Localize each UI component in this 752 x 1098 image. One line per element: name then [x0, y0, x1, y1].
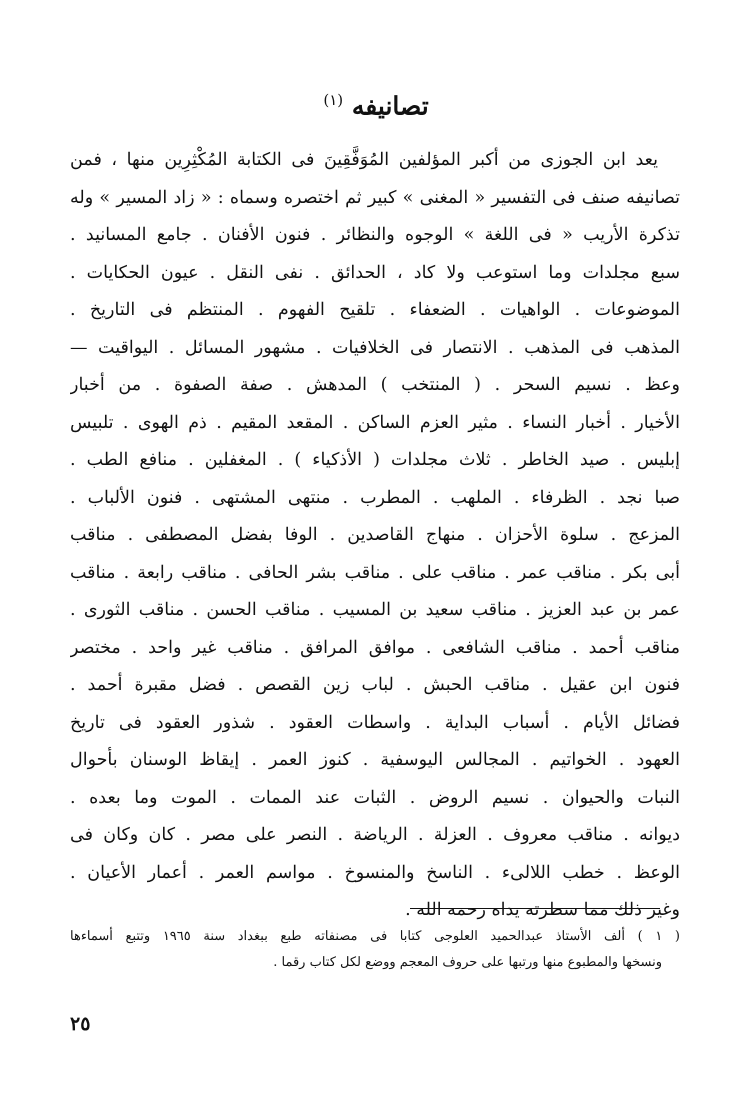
text-line: ديوانه . مناقب معروف . العزلة . الرياضة . النصر على مصر . كان وكان فى: [70, 825, 680, 845]
text-line: صبا نجد . الظرفاء . الملهب . المطرب . منتهى المشتهى . فنون الألباب .: [70, 487, 680, 508]
text-line: تذكرة الأريب « فى اللغة » الوجوه والنظائر . فنون الأفنان . جامع المسانيد .: [70, 225, 680, 245]
text-line: سبع مجلدات وما استوعب ولا كاد ، الحدائق . نفى النقل . عيون الحكايات .: [70, 262, 680, 283]
text-line: إبليس . صيد الخاطر . ثلاث مجلدات ( الأذكياء ) . المغفلين . منافع الطب .: [70, 450, 680, 470]
text-line: النبات والحيوان . نسيم الروض . الثبات عند الممات . الموت وما بعده .: [70, 787, 680, 808]
text-line: الموضوعات . الواهيات . الضعفاء . تلقيح الفهوم . المنتظم فى التاريخ .: [70, 300, 680, 320]
text-line: وغير ذلك مما سطرته يداه رحمه الله .: [405, 900, 680, 920]
main-text: [70, 142, 680, 930]
text-line: المزعج . سلوة الأحزان . منهاج القاصدين . الوفا بفضل المصطفى . مناقب: [70, 525, 680, 545]
text-line: فضائل الأيام . أسباب البداية . واسطات العقود . شذور العقود فى تاريخ: [70, 712, 680, 733]
text-line: عمر بن عبد العزيز . مناقب سعيد بن المسيب . مناقب الحسن . مناقب الثورى .: [70, 600, 680, 620]
text-line: وعظ . نسيم السحر . ( المنتخب ) المدهش . صفة الصفوة . من أخبار: [70, 375, 680, 395]
text-line: الأخيار . أخبار النساء . مثير العزم الساكن . المقعد المقيم . ذم الهوى . تلبيس: [70, 412, 680, 433]
page-number: ٢٥: [70, 1013, 91, 1035]
text-line: تصانيفه صنف فى التفسير « المغنى » كبير ثم اختصره وسماه : « زاد المسير » وله: [70, 187, 680, 208]
footnote-line: ونسخها والمطبوع منها ورتبها على حروف المعجم ووضع لكل كتاب رقما .: [273, 955, 662, 970]
footnote-line: ( ١ ) ألف الأستاذ عبدالحميد العلوجى كتابا فى مصنفاته طبع ببغداد سنة ١٩٦٥ وتتبع أسماءها: [70, 929, 680, 944]
text-line: يعد ابن الجوزى من أكبر المؤلفين المُوَفَّقِينَ فى الكتابة المُكْثِرِين منها ، فمن: [70, 150, 658, 170]
text-line: المذهب فى المذهب . الانتصار فى الخلافيات . مشهور المسائل . اليواقيت —: [70, 337, 680, 358]
section-title: تصانيفه: [351, 91, 429, 121]
text-line: مناقب أحمد . مناقب الشافعى . موافق المرافق . مناقب غير واحد . مختصر: [70, 637, 680, 658]
text-line: الوعظ . خطب اللالىء . الناسخ والمنسوخ . مواسم العمر . أعمار الأعيان .: [70, 862, 680, 883]
text-line: العهود . الخواتيم . المجالس اليوسفية . كنوز العمر . إيقاظ الوسنان بأحوال: [70, 750, 680, 770]
section-heading: [0, 80, 752, 126]
text-line: أبى بكر . مناقب عمر . مناقب على . مناقب بشر الحافى . مناقب رابعة . مناقب: [70, 562, 680, 583]
footnote-divider: [410, 908, 660, 909]
text-line: فنون ابن عقيل . مناقب الحبش . لباب زين القصص . فضل مقبرة أحمد .: [70, 675, 680, 695]
footnote-marker: (١): [323, 91, 344, 109]
footnote: [70, 924, 680, 976]
